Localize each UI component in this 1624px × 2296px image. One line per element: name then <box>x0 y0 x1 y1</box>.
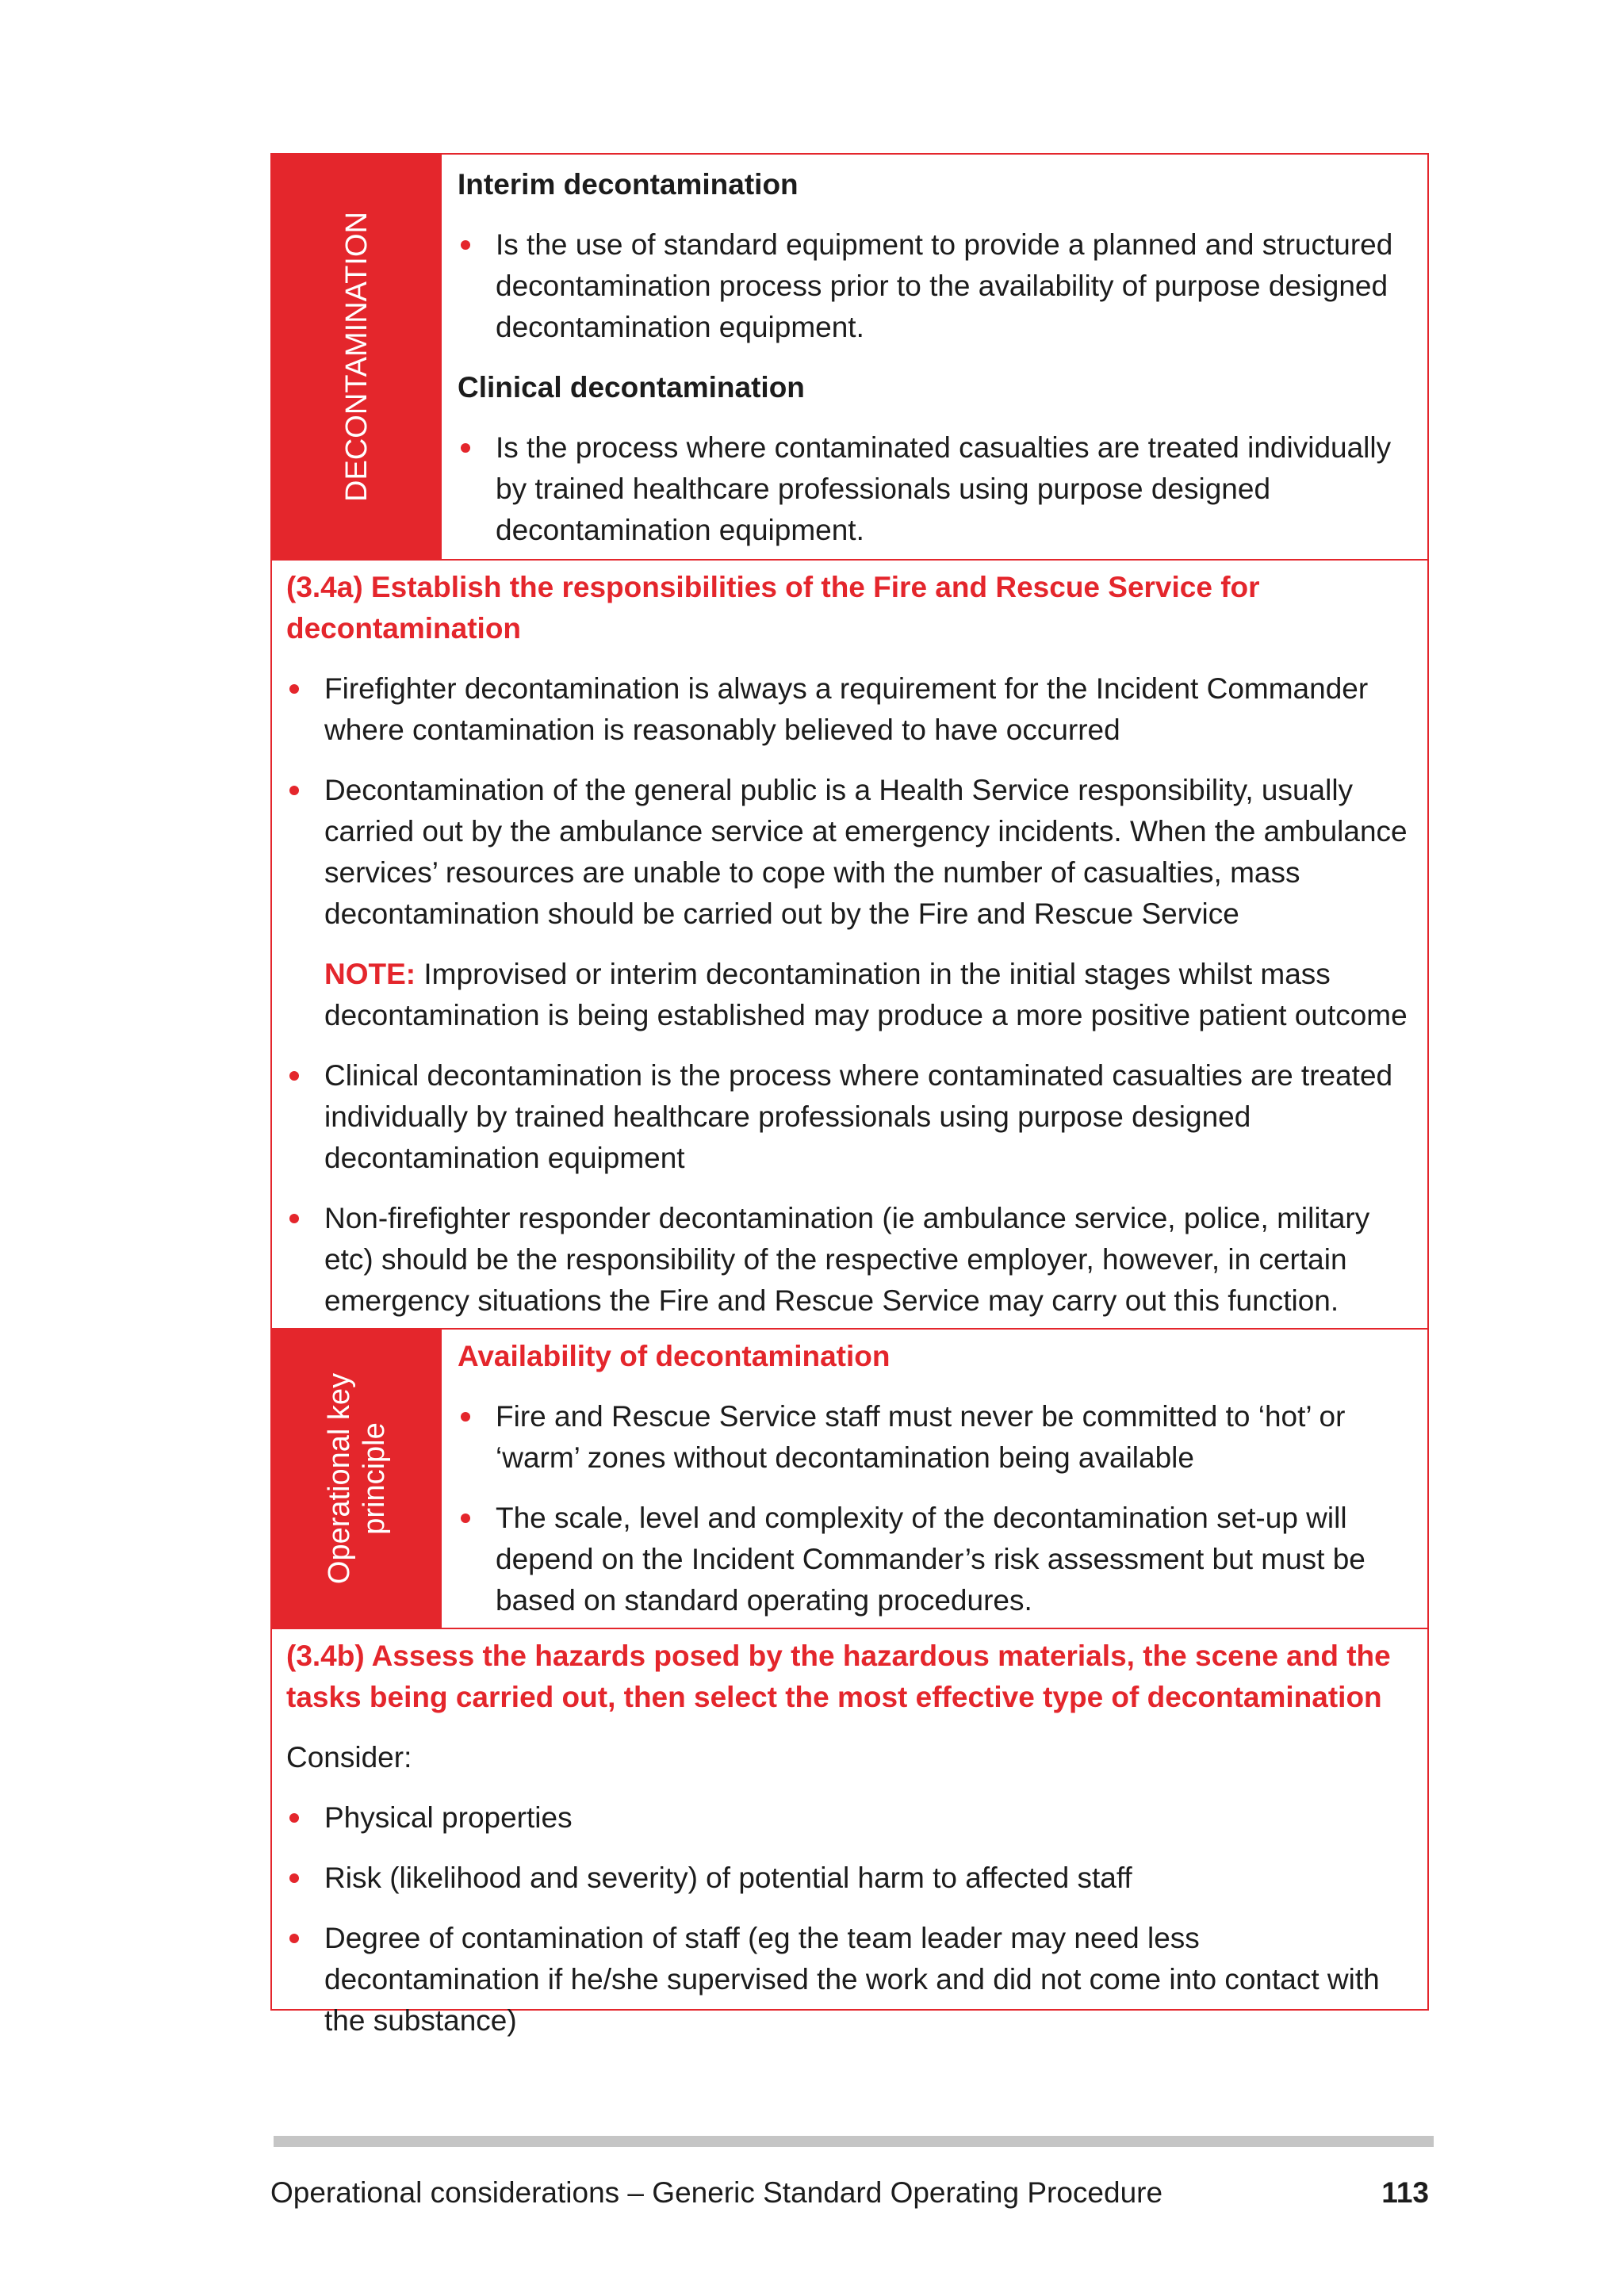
note-label: NOTE: <box>324 958 416 990</box>
availability-list <box>458 1396 1404 1621</box>
consider-list <box>286 1797 1410 2042</box>
list-item: Firefighter decontamination is always a requirement for the Incident Commander where contamination is reasonably believed to have occurred <box>286 668 1410 751</box>
page-number: 113 <box>1381 2176 1429 2209</box>
availability-heading: Availability of decontamination <box>458 1340 891 1372</box>
footer-title: Operational considerations – Generic Standard Operating Procedure <box>270 2176 1163 2209</box>
clinical-decontamination-list <box>458 427 1404 551</box>
list-item: Decontamination of the general public is a Health Service responsibility, usually carried out by the ambulance service at emergency incidents. When the ambulance services’ resources are unable to cope with the number of casualties, mass decontamination should be carried out by the Fire and Rescue Service <box>286 770 1410 935</box>
list-item: Non-firefighter responder decontamination (ie ambulance service, police, military etc) should be the responsibility of the respective employer, however, in certain emergency situations the Fire and Rescue Service may carry out this function. <box>286 1198 1410 1322</box>
responsibilities-list-continued <box>286 1055 1410 1322</box>
list-item: Is the process where contaminated casualties are treated individually by trained healthcare professionals using purpose designed decontamination equipment. <box>458 427 1404 551</box>
list-item: Clinical decontamination is the process where contaminated casualties are treated individually by trained healthcare professionals using purpose designed decontamination equipment <box>286 1055 1410 1179</box>
list-item: Degree of contamination of staff (eg the team leader may need less decontamination if he/she supervised the work and did not come into contact with the substance) <box>286 1918 1410 2042</box>
responsibilities-list <box>286 668 1410 935</box>
side-label-line-2: principle <box>358 1422 391 1535</box>
footer-divider <box>274 2136 1434 2147</box>
section-3-4a-heading: (3.4a) Establish the responsibilities of the Fire and Rescue Service for decontamination <box>286 571 1260 645</box>
clinical-decontamination-heading: Clinical decontamination <box>458 371 805 404</box>
decontamination-label-text: DECONTAMINATION <box>340 212 374 502</box>
decontamination-side-label <box>272 155 442 559</box>
note-text: Improvised or interim decontamination in the initial stages whilst mass decontamination is being established may produce a more positive patient outcome <box>324 958 1408 1031</box>
list-item: The scale, level and complexity of the decontamination set-up will depend on the Incident Commander’s risk assessment but must be based on standard operating procedures. <box>458 1498 1404 1621</box>
note-paragraph <box>286 954 1410 1036</box>
section-3-4b-heading: (3.4b) Assess the hazards posed by the hazardous materials, the scene and the tasks being carried out, then select the most effective type of decontamination <box>286 1640 1391 1713</box>
list-item: Risk (likelihood and severity) of potential harm to affected staff <box>286 1858 1410 1899</box>
list-item: Fire and Rescue Service staff must never be committed to ‘hot’ or ‘warm’ zones without decontamination being available <box>458 1396 1404 1479</box>
interim-decontamination-list <box>458 224 1404 348</box>
side-label-line-1: Operational key <box>323 1372 356 1585</box>
operational-key-principle-label <box>322 1373 392 1584</box>
responsibilities-section <box>272 559 1427 1328</box>
decontamination-section <box>272 155 1427 559</box>
list-item: Is the use of standard equipment to provide a planned and structured decontamination process prior to the availability of purpose designed decontamination equipment. <box>458 224 1404 348</box>
consider-intro: Consider: <box>286 1741 412 1774</box>
list-item: Physical properties <box>286 1797 1410 1839</box>
hazards-section <box>272 1628 1427 2037</box>
interim-decontamination-heading: Interim decontamination <box>458 168 799 201</box>
operational-key-principle-side-label <box>272 1330 442 1628</box>
content-table <box>270 153 1429 2037</box>
operational-key-principle-section <box>272 1328 1427 1628</box>
